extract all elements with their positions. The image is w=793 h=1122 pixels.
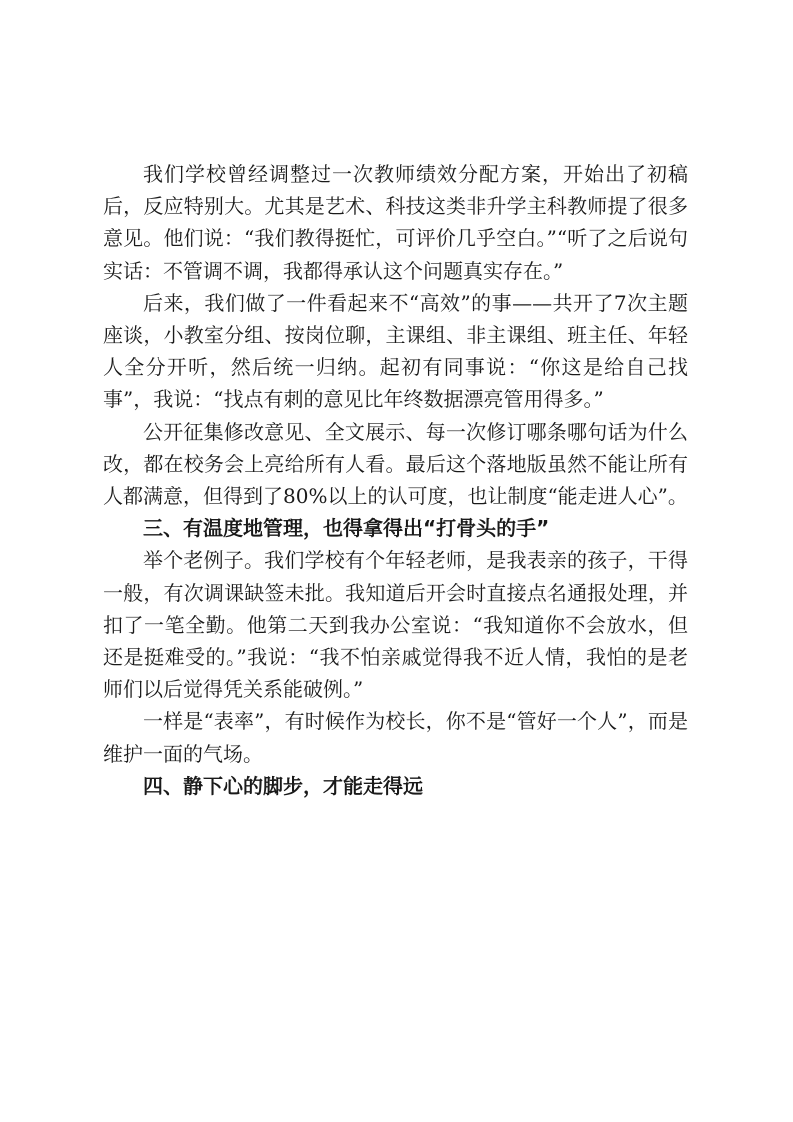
paragraph-5: 一样是“表率”，有时候作为校长，你不是“管好一个人”，而是维护一面的气场。 (103, 709, 688, 766)
paragraph-1: 我们学校曾经调整过一次教师绩效分配方案，开始出了初稿后，反应特别大。尤其是艺术、科技这类非升学主科教师提了很多意见。他们说：“我们教得挺忙，可评价几乎空白。”“听了之后说句实话：不管调不调，我都得承认这个问题真实存在。” (103, 162, 688, 283)
paragraph-3: 公开征集修改意见、全文展示、每一次修订哪条哪句话为什么改，都在校务会上亮给所有人看。最后这个落地版虽然不能让所有人都满意，但得到了80%以上的认可度，也让制度“能走进人心”。 (103, 419, 688, 509)
section-heading-3: 三、有温度地管理，也得拿得出“打骨头的手” (143, 516, 550, 541)
document-body (103, 158, 688, 802)
section-heading-4: 四、静下心的脚步，才能走得远 (143, 773, 423, 798)
paragraph-2: 后来，我们做了一件看起来不“高效”的事——共开了7次主题座谈，小教室分组、按岗位聊，主课组、非主课组、班主任、年轻人全分开听，然后统一归纳。起初有同事说：“你这是给自己找事”，我说：“找点有刺的意见比年终数据漂亮管用得多。” (103, 290, 688, 412)
paragraph-4: 举个老例子。我们学校有个年轻老师，是我表亲的孩子，干得一般，有次调课缺签未批。我知道后开会时直接点名通报处理，并扣了一笔全勤。他第二天到我办公室说：“我知道你不会放水，但还是挺难受的。”我说：“我不怕亲戚觉得我不近人情，我怕的是老师们以后觉得凭关系能破例。” (103, 548, 688, 702)
